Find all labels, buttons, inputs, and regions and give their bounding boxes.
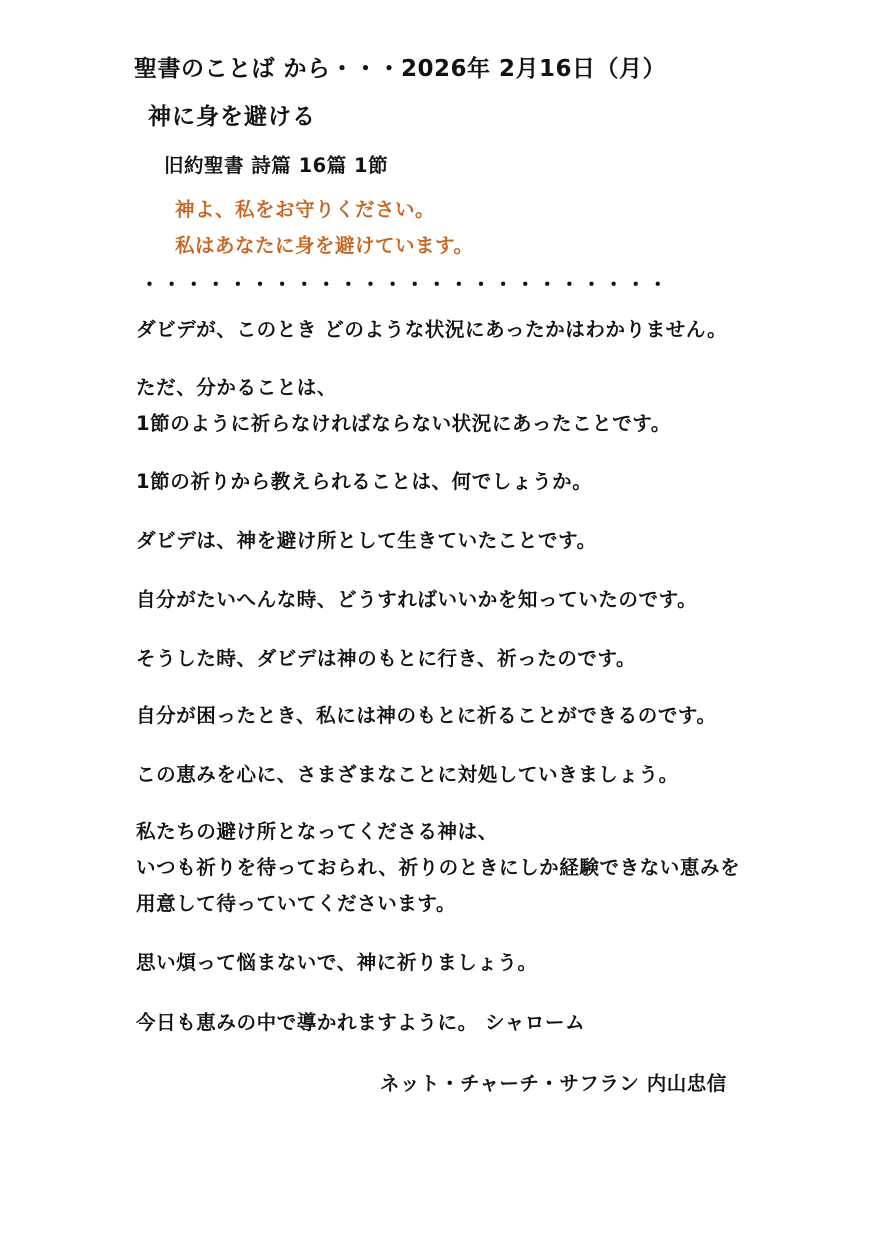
body-line: 思い煩って悩まないで、神に祈りましょう。 bbox=[136, 951, 538, 974]
body-line: 自分がたいへんな時、どうすればいいかを知っていたのです。 bbox=[136, 588, 698, 611]
body-line: 私たちの避け所となってくださる神は、 bbox=[136, 820, 498, 843]
verse-line: 神よ、私をお守りください。 bbox=[175, 198, 436, 221]
scripture-reference: 旧約聖書 詩篇 16篇 1節 bbox=[164, 154, 389, 177]
body-line: そうした時、ダビデは神のもとに行き、祈ったのです。 bbox=[136, 647, 637, 670]
body-line: ダビデが、このとき どのような状況にあったかはわかりません。 bbox=[136, 318, 728, 341]
dotted-separator: ・・・・・・・・・・・・・・・・・・・・・・・・ bbox=[140, 274, 671, 296]
verse-line: 私はあなたに身を避けています。 bbox=[175, 234, 474, 257]
body-line: 用意して待っていてくださいます。 bbox=[136, 892, 457, 915]
sermon-title: 神に身を避ける bbox=[148, 104, 316, 130]
body-line: 1節の祈りから教えられることは、何でしょうか。 bbox=[136, 470, 593, 493]
body-line: 自分が困ったとき、私には神のもとに祈ることができるのです。 bbox=[136, 704, 717, 727]
body-line: ダビデは、神を避け所として生きていたことです。 bbox=[136, 529, 597, 552]
body-line: 1節のように祈らなければならない状況にあったことです。 bbox=[136, 412, 672, 435]
document-header: 聖書のことば から・・・2026年 2月16日（月） bbox=[134, 56, 667, 82]
signature: ネット・チャーチ・サフラン 内山忠信 bbox=[380, 1072, 727, 1095]
body-line: ただ、分かることは、 bbox=[136, 376, 338, 399]
body-line: この恵みを心に、さまざまなことに対処していきましょう。 bbox=[136, 763, 679, 786]
body-line: 今日も恵みの中で導かれますように。 シャローム bbox=[136, 1011, 586, 1034]
body-line: いつも祈りを待っておられ、祈りのときにしか経験できない恵みを bbox=[136, 856, 741, 879]
